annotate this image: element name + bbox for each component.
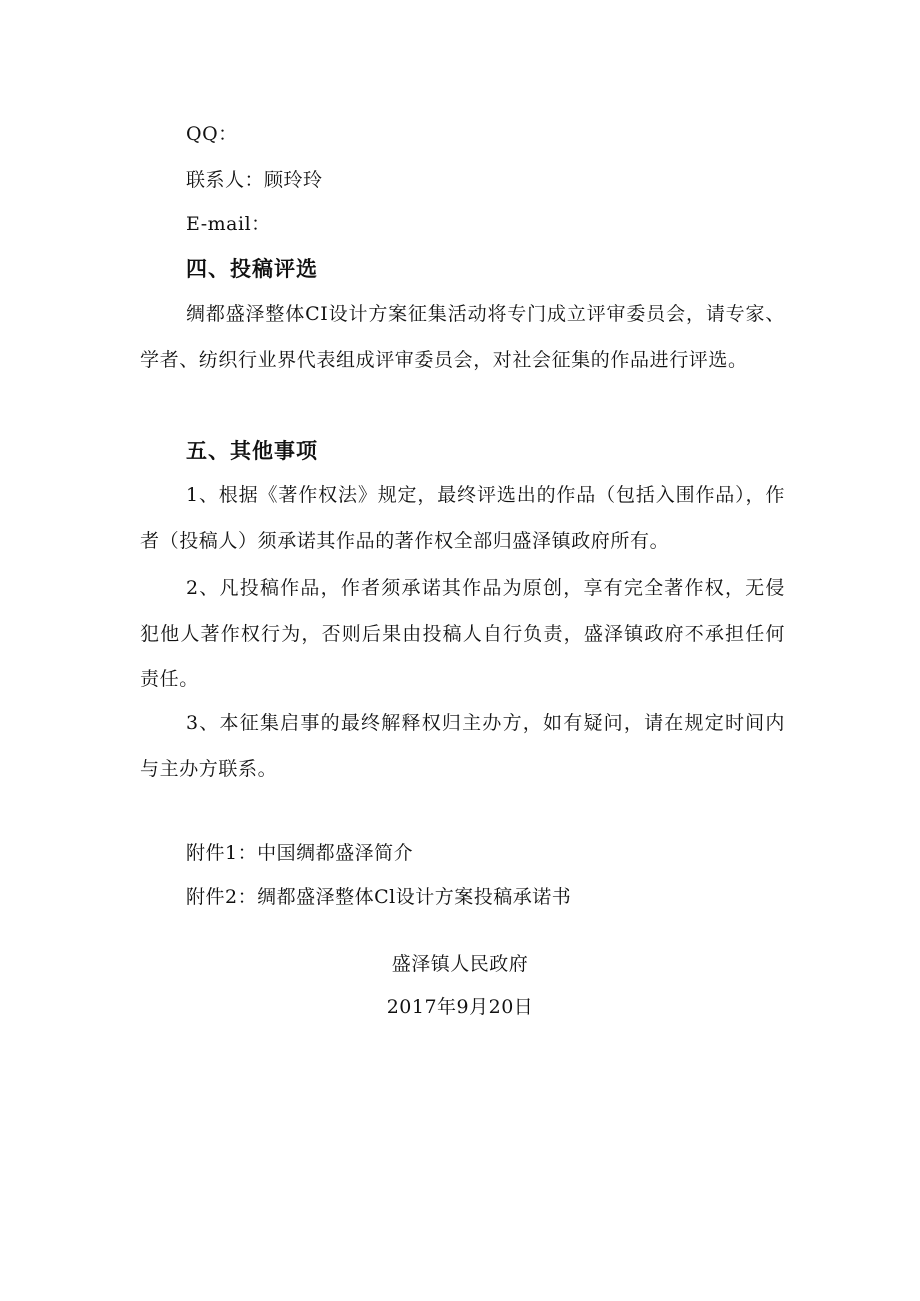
attachment-2: 附件2：绸都盛泽整体Cl设计方案投稿承诺书 [186,886,572,908]
section-5-heading: 五、其他事项 [186,439,318,463]
qq-line: QQ： [186,123,238,145]
section-4-paragraph: 绸都盛泽整体CI设计方案征集活动将专门成立评审委员会，请专家、学者、纺织行业界代表组成评审委员会，对社会征集的作品进行评选。 [140,303,785,371]
section-4-heading: 四、投稿评选 [186,257,318,281]
section-5-item-2: 2、凡投稿作品，作者须承诺其作品为原创，享有完全著作权，无侵犯他人著作权行为，否则后果由投稿人自行负责，盛泽镇政府不承担任何责任。 [140,577,785,690]
section-5-item-3: 3、本征集启事的最终解释权归主办方，如有疑问，请在规定时间内与主办方联系。 [140,712,785,780]
attachment-1: 附件1：中国绸都盛泽简介 [186,842,414,864]
email-line: E-mail： [186,213,271,235]
issue-date: 2017年9月20日 [386,996,534,1018]
section-5-item-1: 1、根据《著作权法》规定，最终评选出的作品（包括入围作品），作者（投稿人）须承诺其作品的著作权全部归盛泽镇政府所有。 [140,484,785,552]
contact-person-line: 联系人：顾玲玲 [186,169,323,191]
issuer-name: 盛泽镇人民政府 [391,953,529,975]
